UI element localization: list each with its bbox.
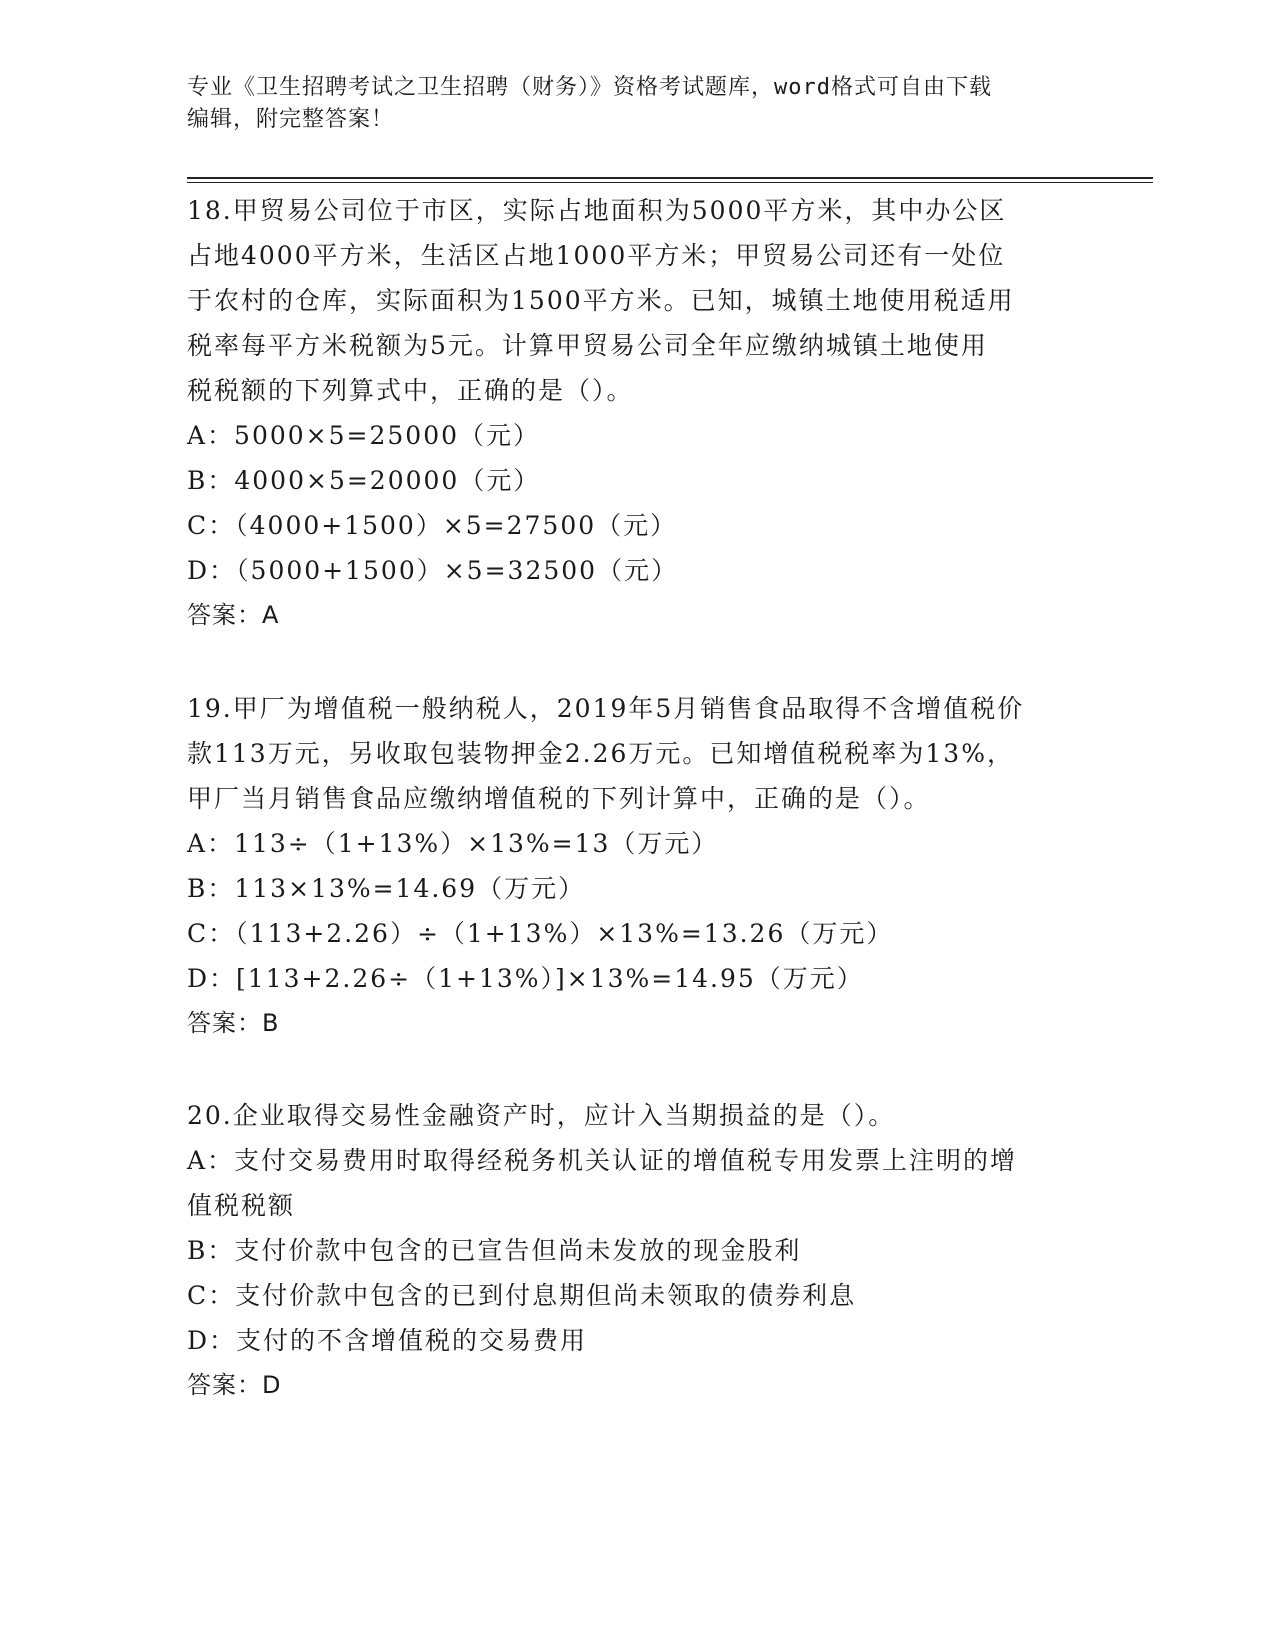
document-header xyxy=(187,72,1067,136)
answer-label: 答案：A xyxy=(187,601,280,629)
question-stem-line: 款113万元，另收取包装物押金2.26万元。已知增值税税率为13%， xyxy=(187,739,1014,768)
answer-label: 答案：D xyxy=(187,1371,282,1399)
question-stem-line: 20.企业取得交易性金融资产时，应计入当期损益的是（）。 xyxy=(187,1101,896,1130)
question-20 xyxy=(187,1093,1087,1408)
question-stem-line: 于农村的仓库，实际面积为1500平方米。已知，城镇土地使用税适用 xyxy=(187,286,1015,315)
question-stem-line: 税税额的下列算式中，正确的是（）。 xyxy=(187,376,634,405)
option-b: B：4000×5=20000（元） xyxy=(187,466,541,495)
question-18 xyxy=(187,188,1087,638)
option-a: A：113÷（1+13%）×13%=13（万元） xyxy=(187,829,719,858)
header-title-line-2: 编辑，附完整答案！ xyxy=(187,107,395,132)
option-a: A：5000×5=25000（元） xyxy=(187,421,541,450)
option-d: D：[113+2.26÷（1+13%）]×13%=14.95（万元） xyxy=(187,964,864,993)
option-a-continued: 值税税额 xyxy=(187,1191,296,1220)
option-c: C：支付价款中包含的已到付息期但尚未领取的债券利息 xyxy=(187,1281,857,1310)
question-19 xyxy=(187,686,1087,1046)
header-title-line-1: 专业《卫生招聘考试之卫生招聘（财务）》资格考试题库，word格式可自由下载 xyxy=(187,75,992,100)
header-divider xyxy=(187,177,1153,183)
question-stem-line: 占地4000平方米，生活区占地1000平方米；甲贸易公司还有一处位 xyxy=(187,241,1006,270)
option-c: C：（113+2.26）÷（1+13%）×13%=13.26（万元） xyxy=(187,919,894,948)
option-a: A：支付交易费用时取得经税务机关认证的增值税专用发票上注明的增 xyxy=(187,1146,1018,1175)
option-b: B：支付价款中包含的已宣告但尚未发放的现金股利 xyxy=(187,1236,802,1265)
question-stem-line: 税率每平方米税额为5元。计算甲贸易公司全年应缴纳城镇土地使用 xyxy=(187,331,988,360)
question-stem-line: 19.甲厂为增值税一般纳税人，2019年5月销售食品取得不含增值税价 xyxy=(187,694,1025,723)
option-b: B：113×13%=14.69（万元） xyxy=(187,874,586,903)
question-stem-line: 甲厂当月销售食品应缴纳增值税的下列计算中，正确的是（）。 xyxy=(187,784,931,813)
option-d: D：支付的不含增值税的交易费用 xyxy=(187,1326,588,1355)
option-d: D：（5000+1500）×5=32500（元） xyxy=(187,556,679,585)
option-c: C：（4000+1500）×5=27500（元） xyxy=(187,511,678,540)
answer-label: 答案：B xyxy=(187,1009,280,1037)
question-stem-line: 18.甲贸易公司位于市区，实际占地面积为5000平方米，其中办公区 xyxy=(187,196,1007,225)
